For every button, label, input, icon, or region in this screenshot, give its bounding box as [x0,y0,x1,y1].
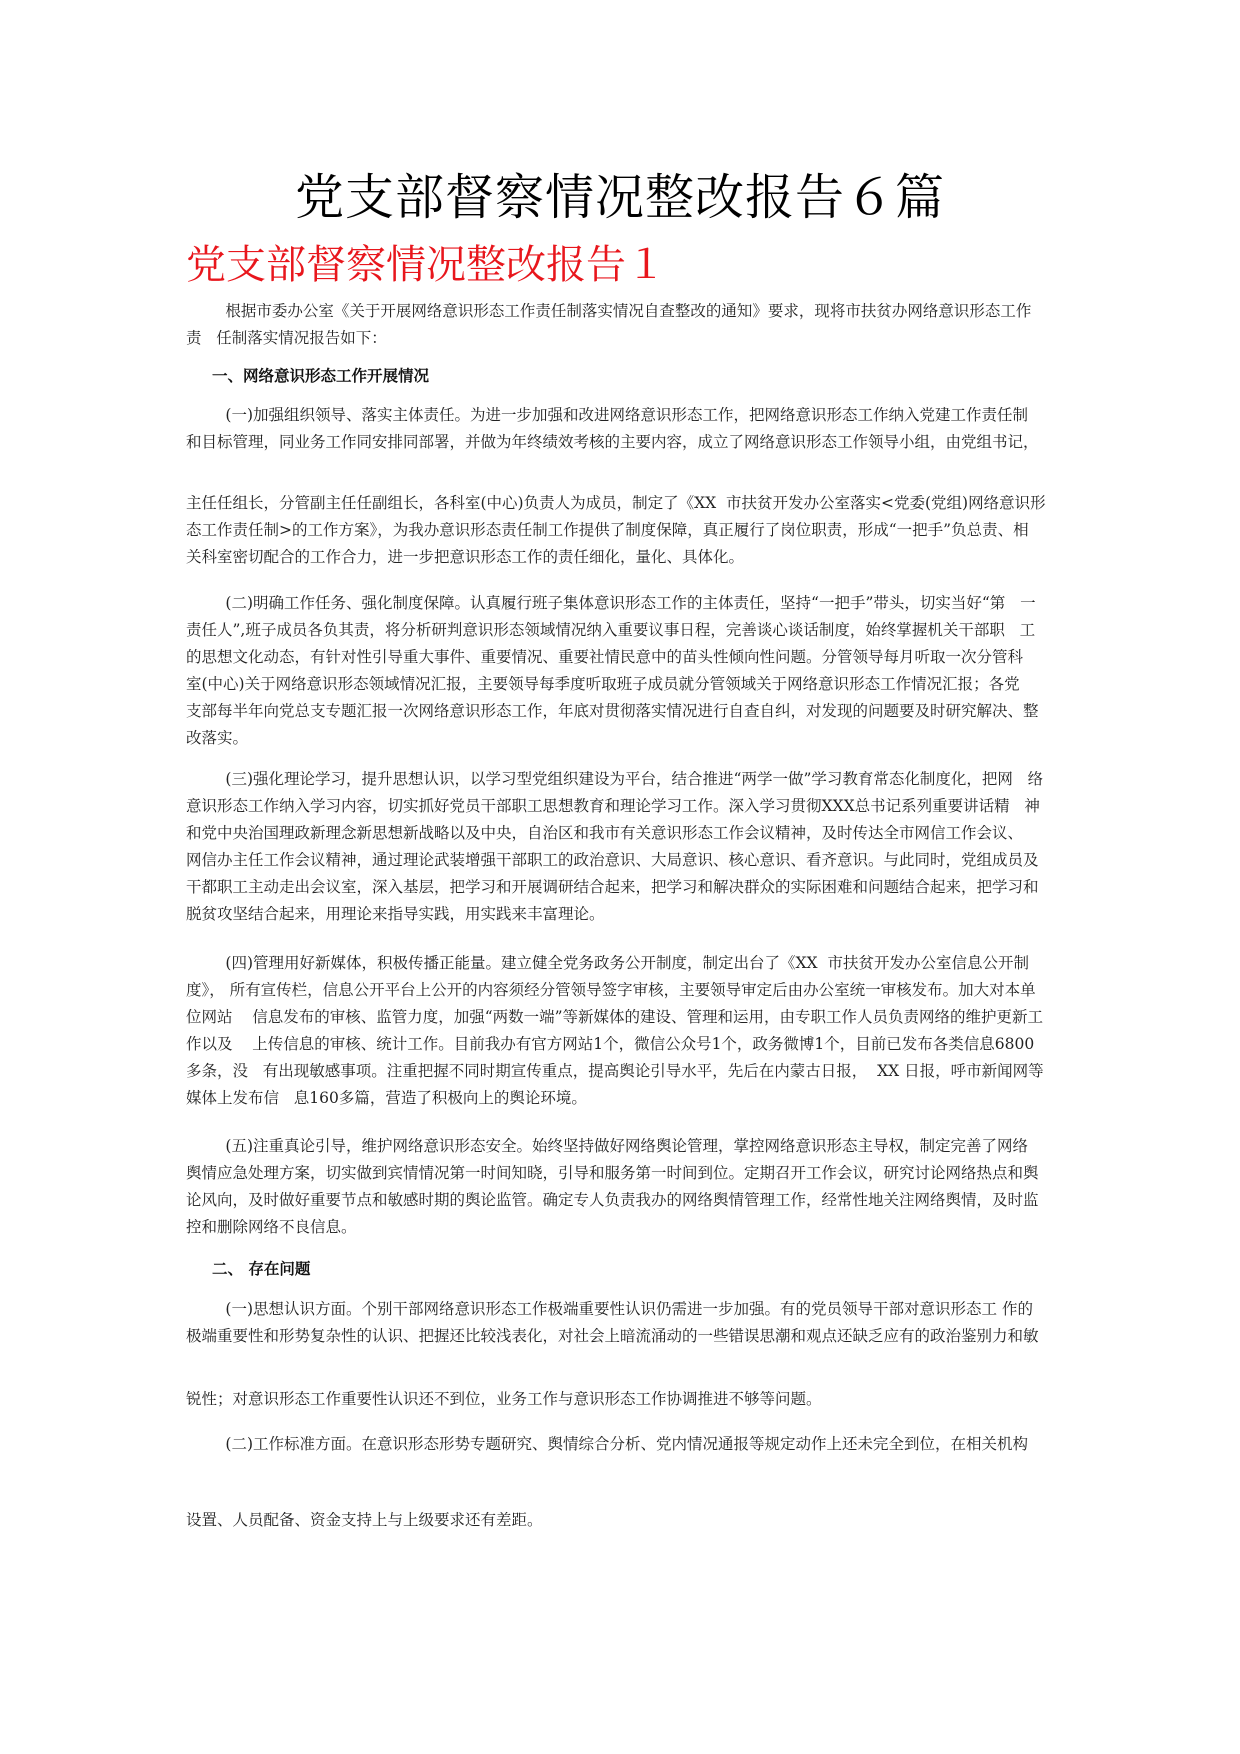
intro-paragraph: 根据市委办公室《关于开展网络意识形态工作责任制落实情况自查整改的通知》要求，现将市扶贫办网络意识形态工作责 任制落实情况报告如下： [186,302,1032,347]
paragraph-1a: (一)加强组织领导、落实主体责任。为进一步加强和改进网络意识形态工作，把网络意识形态工作纳入党建工作责任制 和目标管理，同业务工作同安排同部署，并做为年终绩效考核的主要内容，成立了网络意识形态工作领导小组，由党组书记， [186,406,1043,451]
paragraph-6a: (一)思想认识方面。个别干部网络意识形态工作极端重要性认识仍需进一步加强。有的党员领导干部对意识形态工 作的 极端重要性和形势复杂性的认识、把握还比较浅表化，对社会上暗流涌动的一些错误思潮和观点还缺乏应有的政治鉴别力和敏 [186,1300,1048,1345]
paragraph-1b: 主任任组长，分管副主任任副组长，各科室(中心)负责人为成员，制定了《XX 市扶贫开发办公室落实<党委(党组)网络意识形 态工作责任制>的工作方案》，为我办意识形态责任制工作提供了制度保障，真正履行了岗位职责，形成“一把手”负总责、相 关科室密切配合的工作合力，进一步把意识形态工作的责任细化，量化、具体化。 [186,494,1061,566]
paragraph-5: (五)注重真论引导，维护网络意识形态安全。始终坚持做好网络舆论管理，掌控网络意识形态主导权，制定完善了网络 舆情应急处理方案，切实做到宾情情况第一时间知晓，引导和服务第一时间到位。定期召开工作会议，研究讨论网络热点和舆 论风向，及时做好重要节点和敏感时期的舆论监管。确定专人负责我办的网络舆情管理工作，经常性地关注网络舆情，及时监 控和删除网络不良信息。 [186,1137,1054,1236]
paragraph-2: (二)明确工作任务、强化制度保障。认真履行班子集体意识形态工作的主体责任，坚持“一把手”带头，切实当好“第 一责任人”,班子成员各负其责，将分析研判意识形态领域情况纳入重要议事日程，完善谈心谈话制度，始终掌握机关干部职 工的思想文化动态，有针对性引导重大事件、重要情况、重要社情民意中的苗头性倾向性问题。分管领导每月听取一次分管科 室(中心)关于网络意识形态领域情况汇报，主要领导每季度听取班子成员就分管领域关于网络意识形态工作情况汇报；各党 支部每半年向党总支专题汇报一次网络意识形态工作，年底对贯彻落实情况进行自查自纠，对发现的问题要及时研究解决、整 改落实。 [186,594,1054,747]
paragraph-7a: (二)工作标准方面。在意识形态形势专题研究、舆情综合分析、党内情况通报等规定动作上还未完全到位，在相关机构 [186,1435,1029,1453]
section-title: 党支部督察情况整改报告１ [186,242,666,288]
paragraph-3: (三)强化理论学习，提升思想认识，以学习型党组织建设为平台，结合推进“两学一做”学习教育常态化制度化，把网 络意识形态工作纳入学习内容，切实抓好党员干部职工思想教育和理论学习工作。深入学习贯彻XXX总书记系列重要讲话精 神和党中央治国理政新理念新思想新战略以及中央，自治区和我市有关意识形态工作会议精神，及时传达全市网信工作会议、 网信办主任工作会议精神，通过理论武装增强干部职工的政治意识、大局意识、核心意识、看齐意识。与此同时，党组成员及 干都职工主动走出会议室，深入基层，把学习和开展调研结合起来，把学习和解决群众的实际困难和问题结合起来，把学习和 脱贫攻坚结合起来，用理论来指导实践，用实践来丰富理论。 [186,770,1054,923]
paragraph-4: (四)管理用好新媒体，积极传播正能量。建立健全党务政务公开制度，制定出台了《XX 市扶贫开发办公室信息公开制度》， 所有宣传栏，信息公开平台上公开的内容须经分管领导签字审核，主要领导审定后由办公室统一审核发布。加大对本单位网站 信息发布的审核、监管力度，加强“两数一端”等新媒体的建设、管理和运用，由专职工作人员负责网络的维护更新工作以及 上传信息的审核、统计工作。目前我办有官方网站1个，微信公众号1个，政务微博1个，目前已发布各类信息6800多条，没 有出现敏感事项。注重把握不同时期宣传重点，提高舆论引导水平，先后在内蒙古日报， XX 日报，呼市新闻网等媒体上发布信 息160多篇，营造了积极向上的舆论环境。 [186,954,1044,1107]
document-title: 党支部督察情况整改报告６篇 [294,169,945,226]
heading-work-status: 一、网络意识形态工作开展情况 [212,367,430,385]
paragraph-6b: 锐性；对意识形态工作重要性认识还不到位，业务工作与意识形态工作协调推进不够等问题。 [186,1390,822,1408]
paragraph-7b: 设置、人员配备、资金支持上与上级要求还有差距。 [186,1511,543,1529]
heading-existing-problems: 二、 存在问题 [212,1260,311,1278]
